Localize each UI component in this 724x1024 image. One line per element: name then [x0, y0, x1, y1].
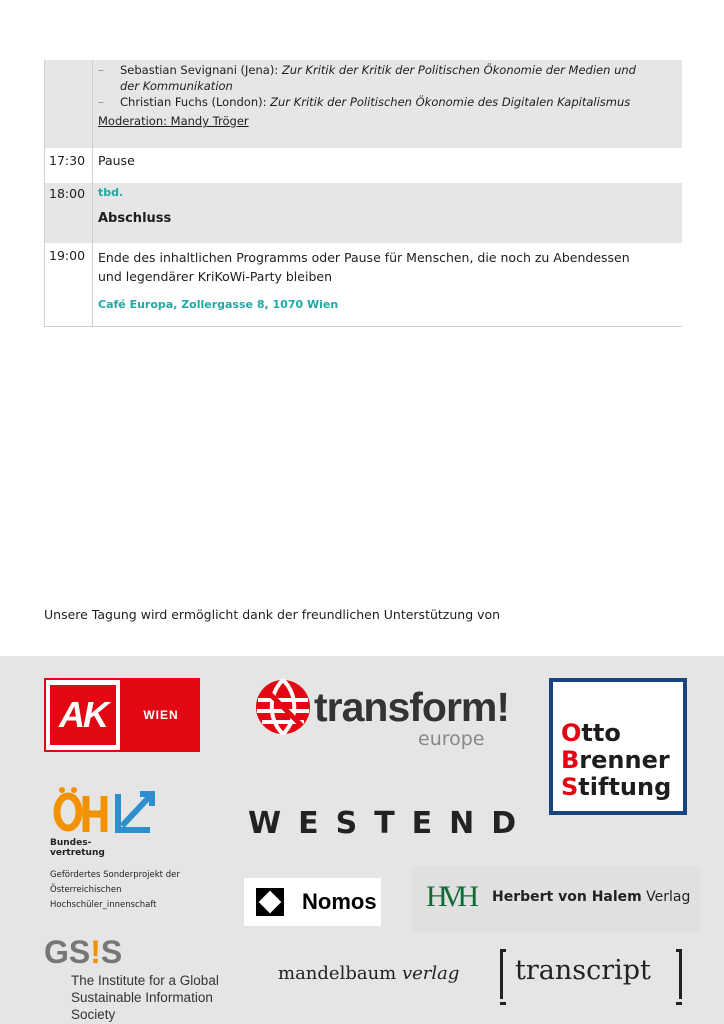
table-row	[45, 243, 682, 326]
table-row	[45, 148, 682, 183]
time-cell	[45, 60, 93, 148]
moderation-label: Moderation: Mandy Tröger	[98, 114, 249, 128]
talk-item: – Sebastian Sevignani (Jena): Zur Kritik der Kritik der Politischen Ökonomie der Medien und der Kommunikation	[98, 63, 636, 93]
oeh-mark-icon	[50, 786, 160, 838]
oeh-bundesvertretung-logo: Bundes- vertretung Gefördertes Sonderprojekt der Österreichischen Hochschüler_innenschaft	[44, 786, 204, 906]
thanks-text: Unsere Tagung wird ermöglicht dank der freundlichen Unterstützung von	[44, 607, 501, 622]
mandelbaum-verlag-logo: mandelbaum verlag	[278, 963, 460, 984]
nomos-diamond-icon	[256, 888, 284, 916]
schedule-table	[44, 60, 682, 327]
table-row	[45, 60, 682, 148]
location-text: Café Europa, Zollergasse 8, 1070 Wien	[98, 298, 339, 311]
talks-cell	[93, 60, 682, 148]
transform-europe-logo: transform! europe	[254, 676, 504, 756]
globe-icon	[254, 678, 312, 736]
time-cell: 17:30	[45, 148, 93, 183]
session-title: Abschluss	[98, 211, 172, 226]
nomos-logo: Nomos	[244, 878, 381, 926]
tbd-tag: tbd.	[98, 186, 124, 199]
text-cell: Ende des inhaltlichen Programms oder Pause für Menschen, die noch zu Abendessen und legendärer KriKoWi-Party bleiben Café Europa, Zollergasse 8, 1070 Wien	[93, 243, 682, 326]
ak-wien-logo: AK WIEN	[44, 678, 200, 752]
sponsor-panel	[0, 656, 724, 1024]
westend-logo: WESTEND	[248, 806, 534, 841]
herbert-von-halem-logo: HVH Herbert von Halem Verlag	[412, 866, 700, 932]
gsis-logo: GS!S The Institute for a Global Sustainable Information Society	[44, 934, 219, 1022]
otto-brenner-stiftung-logo: Otto Brenner Stiftung	[549, 678, 687, 815]
time-cell: 18:00	[45, 183, 93, 243]
text-cell: Pause	[98, 153, 135, 168]
hvh-mark-icon: HVH	[426, 880, 473, 913]
transcript-logo: transcript	[500, 949, 682, 999]
talk-item: – Christian Fuchs (London): Zur Kritik der Politischen Ökonomie des Digitalen Kapitalismus	[98, 95, 631, 109]
time-cell: 19:00	[45, 243, 93, 326]
text-cell	[93, 183, 682, 243]
table-row	[45, 183, 682, 243]
